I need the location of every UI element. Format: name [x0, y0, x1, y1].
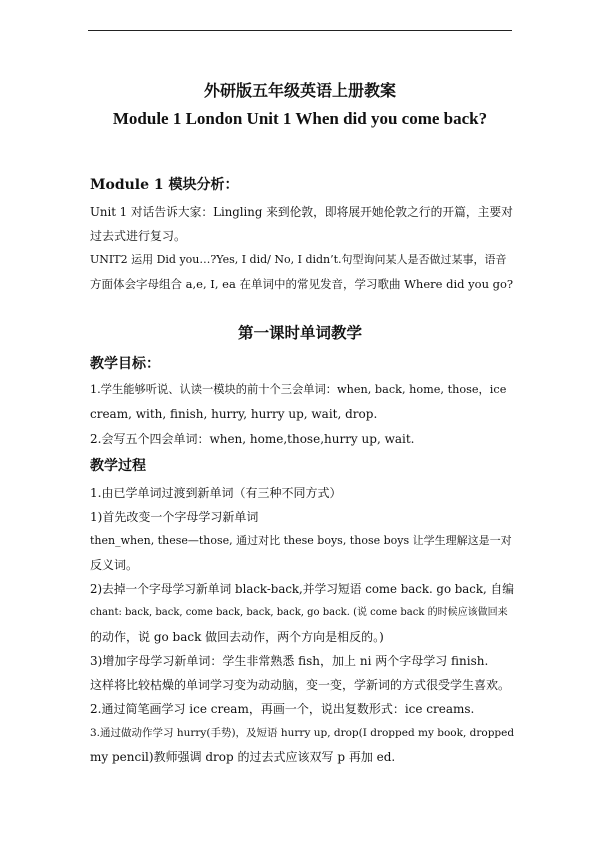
header-rule [88, 30, 512, 31]
process-line: chant: back, back, come back, back, back, go back. (说 come back 的时候应该做回来 [90, 607, 508, 618]
process-line: then_when, these—those, 通过对比 these boys, those boys 让学生理解这是一对 [90, 534, 512, 547]
goals-line: 2.会写五个四会单词：when, home,those,hurry up, wait. [90, 432, 415, 446]
document-subtitle: Module 1 London Unit 1 When did you come back? [112, 109, 488, 128]
goals-heading: 教学目标： [90, 356, 160, 372]
goals-line: 1.学生能够听说、认读一模块的前十个三会单词：when, back, home, those，ice [90, 383, 507, 396]
document-title: 外研版五年级英语上册教案 [203, 81, 396, 100]
process-line: 3.通过做动作学习 hurry(手势)，及短语 hurry up, drop(I dropped my book, dropped [90, 727, 515, 739]
process-line: 2)去掉一个字母学习新单词 black-back,并学习短语 come back. go back, 自编 [90, 582, 514, 596]
analysis-line: UNIT2 运用 Did you…?Yes, I did/ No, I didn’t.句型询问某人是否做过某事，语音 [90, 253, 507, 266]
analysis-line: 过去式进行复习。 [90, 229, 187, 243]
process-line: my pencil)教师强调 drop 的过去式应该双写 p 再加 ed. [90, 750, 396, 764]
process-line: 2.通过简笔画学习 ice cream，再画一个，说出复数形式：ice creams. [90, 702, 475, 716]
process-heading: 教学过程 [90, 458, 146, 474]
process-line: 反义词。 [90, 558, 139, 572]
analysis-line: Unit 1 对话告诉大家：Lingling 来到伦敦，即将展开她伦敦之行的开篇，主要对 [90, 205, 513, 219]
goals-line: cream, with, finish, hurry, hurry up, wait, drop. [90, 407, 378, 421]
process-line: 这样将比较枯燥的单词学习变为动动脑，变一变，学新词的方式很受学生喜欢。 [90, 678, 511, 692]
analysis-line: 方面体会字母组合 a,e, I, ea 在单词中的常见发音，学习歌曲 Where did you go? [90, 277, 514, 291]
process-line: 的动作，说 go back 做回去动作，两个方向是相反的。) [90, 630, 384, 644]
lesson-heading: 第一课时单词教学 [237, 323, 362, 342]
process-line: 1)首先改变一个字母学习新单词 [90, 510, 259, 524]
process-line: 3)增加字母学习新单词：学生非常熟悉 fish，加上 ni 两个字母学习 finish. [90, 654, 489, 668]
process-line: 1.由已学单词过渡到新单词（有三种不同方式） [90, 486, 342, 500]
analysis-heading: Module 1 模块分析： [90, 177, 239, 193]
